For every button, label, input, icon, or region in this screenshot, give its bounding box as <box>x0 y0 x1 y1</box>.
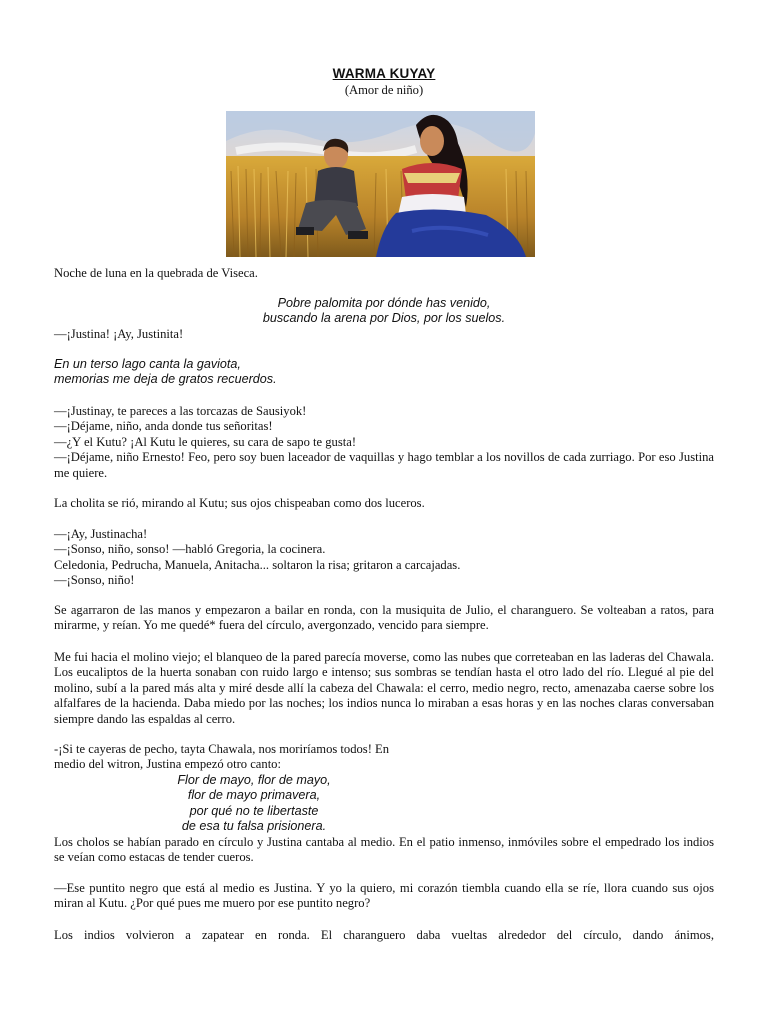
song-verse-2 <box>54 357 714 388</box>
song-line: de esa tu falsa prisionera. <box>181 819 327 834</box>
dialog-block-2 <box>54 527 714 589</box>
dialog-line: —¿Y el Kutu? ¡Al Kutu le quieres, su cara de sapo te gusta! <box>54 434 357 449</box>
text-line: medio del witron, Justina empezó otro canto: <box>54 757 281 772</box>
song-line: buscando la arena por Dios, por los suelos. <box>262 311 506 326</box>
paragraph <box>54 742 714 773</box>
song-line: flor de mayo primavera, <box>187 788 321 803</box>
song-line: Flor de mayo, flor de mayo, <box>177 773 331 787</box>
paragraph: La cholita se rió, mirando al Kutu; sus ojos chispeaban como dos luceros. <box>54 496 425 510</box>
paragraph: —Ese puntito negro que está al medio es Justina. Y yo la quiero, mi corazón tiembla cuando ella se ríe, llora cuando sus ojos miran al Kutu. ¿Por qué pues me muero por ese puntito negro? <box>54 881 714 911</box>
paragraph: Me fui hacia el molino viejo; el blanqueo de la pared parecía moverse, como las nubes que correteaban en las laderas del Chawala. Los eucaliptos de la huerta sonaban con ruido largo e intenso; sus sombras se tendían hasta el otro lado del río. Llegué al pie del molino, subí a la pared más alta y miré desde allí la cabeza del Chawala: el cerro, medio negro, recto, amenazaba caerse sobre los alfalfares de la hacienda. Daba miedo por las noches; los indios nunca lo miraban a esas horas y en las noches claras conversaban siempre dando las espaldas al cerro. <box>54 650 714 726</box>
song-line: Pobre palomita por dónde has venido, <box>277 296 491 310</box>
document-subtitle: (Amor de niño) <box>344 83 424 97</box>
song-line: por qué no te libertaste <box>189 803 319 818</box>
dialog-line: Celedonia, Pedrucha, Manuela, Anitacha... soltaron la risa; gritaron a carcajadas. <box>54 557 461 572</box>
dialog-line: —¡Sonso, niño! <box>54 573 135 588</box>
song-verse-1 <box>54 296 714 327</box>
story-illustration <box>226 111 535 257</box>
dialog-line: —¡Justina! ¡Ay, Justinita! <box>54 327 184 341</box>
painting-boy-and-girl-in-wheat-field-icon <box>226 111 535 257</box>
paragraph: Se agarraron de las manos y empezaron a bailar en ronda, con la musiquita de Julio, el charanguero. Se volteaban a ratos, para mirarme, y reían. Yo me quedé* fuera del círculo, avergonzado, vencido para siempre. <box>54 603 714 633</box>
dialog-line: —¡Ay, Justinacha! <box>54 527 148 541</box>
dialog-line: —¡Sonso, niño, sonso! —habló Gregoria, la cocinera. <box>54 542 326 557</box>
paragraph-opening: Noche de luna en la quebrada de Viseca. <box>54 266 258 280</box>
paragraph: Los cholos se habían parado en círculo y Justina cantaba al medio. En el patio inmenso, inmóviles sobre el empedrado los indios se veían como estacas de tender cueros. <box>54 835 714 865</box>
song-line: En un terso lago canta la gaviota, <box>54 357 241 371</box>
document-title: WARMA KUYAY <box>332 66 436 81</box>
dialog-block-1 <box>54 404 714 481</box>
song-line: memorias me deja de gratos recuerdos. <box>54 372 277 387</box>
dialog-line: —¡Justinay, te pareces a las torcazas de Sausiyok! <box>54 404 307 418</box>
paragraph: Los indios volvieron a zapatear en ronda. El charanguero daba vueltas alrededor del círculo, dando ánimos, <box>54 928 714 942</box>
dialog-line: —¡Déjame, niño Ernesto! Feo, pero soy buen laceador de vaquillas y hago temblar a los novillos de cada zurriago. Por eso Justina me quiere. <box>54 450 714 480</box>
text-line: -¡Si te cayeras de pecho, tayta Chawala, nos moriríamos todos! En <box>54 742 390 756</box>
song-verse-3 <box>169 773 339 835</box>
dialog-line: —¡Déjame, niño, anda donde tus señoritas! <box>54 419 273 434</box>
